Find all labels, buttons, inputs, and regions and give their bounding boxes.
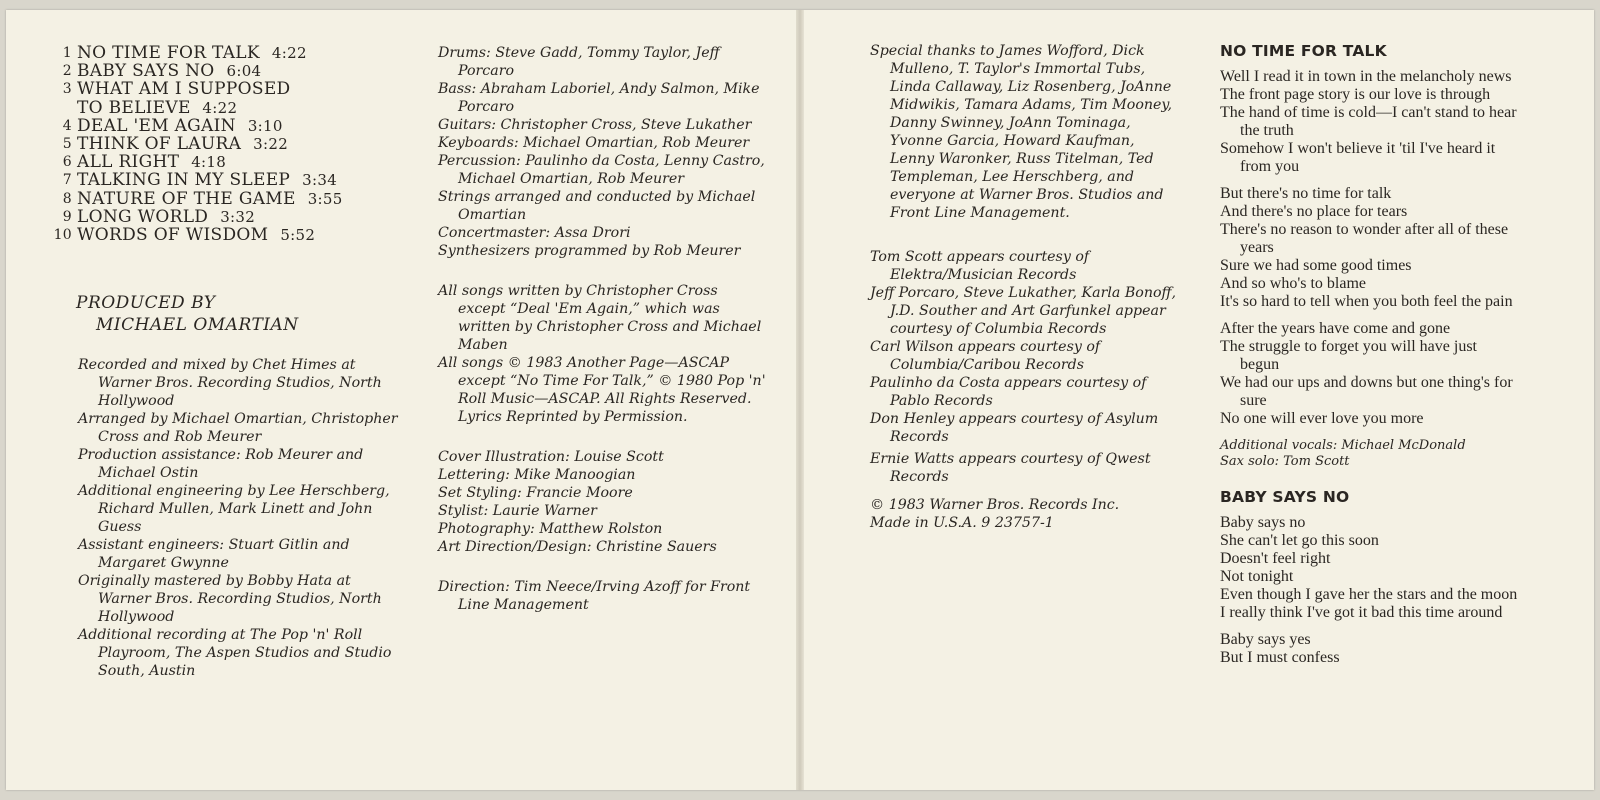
song-title: BABY SAYS NO xyxy=(1220,488,1350,506)
lyric-line: But there's no time for talk xyxy=(1220,185,1392,202)
lyric-line: Well I read it in town in the melancholy news xyxy=(1220,68,1512,85)
track-number: 10 xyxy=(53,227,72,244)
credit-line: Drums: Steve Gadd, Tommy Taylor, Jeff Porcaro xyxy=(438,45,720,79)
musician-credits xyxy=(438,44,768,614)
producer-name: MICHAEL OMARTIAN xyxy=(96,315,299,335)
lyric-line: She can't let go this soon xyxy=(1220,532,1379,549)
lyric-line: Not tonight xyxy=(1220,568,1294,585)
track-number: 1 xyxy=(62,45,72,61)
songwriting-credits xyxy=(438,282,768,426)
credit-line: All songs © 1983 Another Page—ASCAP except “No Time For Talk,” © 1980 Pop 'n' Roll Music—ASCAP. All Rights Reserved. Lyrics Reprinted by Permission. xyxy=(438,355,766,425)
lyric-line: But I must confess xyxy=(1220,649,1340,666)
special-thanks: Special thanks to James Wofford, Dick Mulleno, T. Taylor's Immortal Tubs, Linda Callaway, Liz Rosenberg, JoAnne Midwikis, Tamara Adams, Tim Mooney, Danny Swinney, JoAnn Tominaga, Yvonne Garcia, Howard Kaufman, Lenny Waronker, Russ Titelman, Ted Templeman, Lee Herschberg, and everyone at Warner Bros. Studios and Front Line Management. xyxy=(870,43,1173,221)
track-title: DEAL 'EM AGAIN xyxy=(77,115,236,136)
track-number: 3 xyxy=(62,81,72,98)
track-row xyxy=(50,226,410,244)
credit-line: Concertmaster: Assa Drori xyxy=(438,225,631,241)
track-row xyxy=(50,190,410,208)
management-credits xyxy=(438,578,768,614)
lyric-stanza xyxy=(1220,185,1520,311)
track-title: TALKING IN MY SLEEP xyxy=(77,170,291,191)
track-row xyxy=(50,208,410,226)
track-number: 4 xyxy=(62,117,72,134)
track-duration: 4:18 xyxy=(191,153,227,172)
credit-line: Production assistance: Rob Meurer and Michael Ostin xyxy=(78,447,364,481)
lyric-line: The front page story is our love is through xyxy=(1220,86,1491,103)
track-duration: 3:32 xyxy=(220,207,256,226)
track-number: 8 xyxy=(62,190,72,207)
credit-line: Recorded and mixed by Chet Himes at Warner Bros. Recording Studios, North Hollywood xyxy=(78,357,382,409)
courtesy-list xyxy=(870,248,1180,486)
song-credit-line: Sax solo: Tom Scott xyxy=(1220,454,1350,469)
track-row xyxy=(50,171,410,189)
track-title: NO TIME FOR TALK xyxy=(77,43,260,63)
track-title: BABY SAYS NO xyxy=(77,61,215,82)
credit-line: Keyboards: Michael Omartian, Rob Meurer xyxy=(438,135,750,151)
song-credits xyxy=(1220,438,1520,470)
lyric-stanza xyxy=(1220,320,1520,428)
track-title: WORDS OF WISDOM xyxy=(77,225,269,246)
lyric-line: And there's no place for tears xyxy=(1220,203,1408,220)
tracklist xyxy=(50,44,410,244)
track-row xyxy=(50,80,410,116)
credit-line: Stylist: Laurie Warner xyxy=(438,503,597,519)
courtesy-line: Tom Scott appears courtesy of Elektra/Musician Records xyxy=(870,249,1090,283)
lyric-line: After the years have come and gone xyxy=(1220,320,1451,337)
track-duration: 4:22 xyxy=(202,98,238,117)
credit-line: Originally mastered by Bobby Hata at Warner Bros. Recording Studios, North Hollywood xyxy=(78,573,382,625)
lyric-line: I really think I've got it bad this time around xyxy=(1220,604,1503,621)
thanks-and-courtesy xyxy=(870,42,1180,532)
booklet-spine xyxy=(796,10,804,790)
track-number: 6 xyxy=(62,154,72,171)
credit-line: Photography: Matthew Rolston xyxy=(438,521,663,537)
producer-credit xyxy=(76,292,396,336)
track-duration: 3:22 xyxy=(253,135,289,154)
lyric-stanza xyxy=(1220,514,1520,622)
lyrics-column xyxy=(1220,42,1520,676)
lyric-line: Baby says no xyxy=(1220,514,1306,531)
produced-by-label: PRODUCED BY xyxy=(76,293,216,313)
track-number: 9 xyxy=(62,208,72,225)
credit-line: Percussion: Paulinho da Costa, Lenny Castro, Michael Omartian, Rob Meurer xyxy=(438,153,765,187)
track-duration: 5:52 xyxy=(280,226,316,245)
lyric-line: And so who's to blame xyxy=(1220,275,1366,292)
track-row xyxy=(50,153,410,171)
lyric-line: Doesn't feel right xyxy=(1220,550,1331,567)
track-duration: 6:04 xyxy=(226,62,262,81)
credit-line: Direction: Tim Neece/Irving Azoff for Front Line Management xyxy=(438,579,751,613)
credit-line: Additional recording at The Pop 'n' Roll Playroom, The Aspen Studios and Studio South, Austin xyxy=(78,627,392,679)
credit-line: All songs written by Christopher Cross except “Deal 'Em Again,” which was written by Christopher Cross and Michael Maben xyxy=(438,283,762,353)
track-duration: 3:10 xyxy=(247,116,283,135)
track-title: LONG WORLD xyxy=(77,206,209,227)
lyric-line: No one will ever love you more xyxy=(1220,410,1424,427)
track-duration: 3:34 xyxy=(302,171,338,190)
credit-line: Art Direction/Design: Christine Sauers xyxy=(438,539,717,555)
courtesy-line: Ernie Watts appears courtesy of Qwest Records xyxy=(870,451,1151,485)
track-row xyxy=(50,44,410,62)
track-row xyxy=(50,135,410,153)
track-duration: 3:55 xyxy=(307,189,343,208)
credit-line: Assistant engineers: Stuart Gitlin and Margaret Gwynne xyxy=(78,537,350,571)
copyright-line: © 1983 Warner Bros. Records Inc. xyxy=(870,497,1120,513)
track-number: 2 xyxy=(62,63,72,80)
lyric-line: There's no reason to wonder after all of these years xyxy=(1220,221,1509,256)
song-credit-line: Additional vocals: Michael McDonald xyxy=(1220,438,1466,453)
credit-line: Lettering: Mike Manoogian xyxy=(438,467,636,483)
track-title: THINK OF LAURA xyxy=(77,134,242,155)
copyright-notice xyxy=(870,496,1180,532)
courtesy-line: Carl Wilson appears courtesy of Columbia/Caribou Records xyxy=(870,339,1101,373)
credit-line: Set Styling: Francie Moore xyxy=(438,485,633,501)
courtesy-line: Don Henley appears courtesy of Asylum Records xyxy=(870,411,1159,445)
credit-line: Bass: Abraham Laboriel, Andy Salmon, Mike Porcaro xyxy=(438,81,760,115)
lyric-stanza xyxy=(1220,68,1520,176)
song-title: NO TIME FOR TALK xyxy=(1220,42,1387,60)
lyric-line: Sure we had some good times xyxy=(1220,257,1412,274)
courtesy-line: Paulinho da Costa appears courtesy of Pablo Records xyxy=(870,375,1147,409)
lyric-stanza xyxy=(1220,631,1520,667)
track-title: ALL RIGHT xyxy=(77,152,180,173)
credit-line: Arranged by Michael Omartian, Christopher Cross and Rob Meurer xyxy=(78,411,398,445)
track-number: 5 xyxy=(62,136,72,153)
track-title: WHAT AM I SUPPOSED TO BELIEVE 4:22 xyxy=(77,79,291,118)
credit-line: Guitars: Christopher Cross, Steve Lukather xyxy=(438,117,752,133)
track-row xyxy=(50,117,410,135)
track-duration: 4:22 xyxy=(271,44,307,62)
track-title: NATURE OF THE GAME xyxy=(77,188,296,209)
lyric-line: We had our ups and downs but one thing's for sure xyxy=(1220,374,1513,409)
lyric-line: Baby says yes xyxy=(1220,631,1311,648)
lyric-line: Even though I gave her the stars and the moon xyxy=(1220,586,1518,603)
track-row xyxy=(50,62,410,80)
lyric-line: It's so hard to tell when you both feel the pain xyxy=(1220,293,1513,310)
art-credits xyxy=(438,448,768,556)
track-number: 7 xyxy=(62,172,72,189)
courtesy-line: Jeff Porcaro, Steve Lukather, Karla Bonoff, J.D. Souther and Art Garfunkel appear courtesy of Columbia Records xyxy=(870,285,1177,337)
catalog-line: Made in U.S.A. 9 23757-1 xyxy=(870,515,1054,531)
lyric-line: The struggle to forget you will have just begun xyxy=(1220,338,1477,373)
lyric-line: Somehow I won't believe it 'til I've heard it from you xyxy=(1220,140,1496,175)
lyric-line: The hand of time is cold—I can't stand to hear the truth xyxy=(1220,104,1517,139)
credit-line: Synthesizers programmed by Rob Meurer xyxy=(438,243,741,259)
credit-line: Cover Illustration: Louise Scott xyxy=(438,449,664,465)
recording-credits xyxy=(78,356,398,680)
credit-line: Strings arranged and conducted by Michael Omartian xyxy=(438,189,756,223)
credit-line: Additional engineering by Lee Herschberg, Richard Mullen, Mark Linett and John Guess xyxy=(78,483,390,535)
